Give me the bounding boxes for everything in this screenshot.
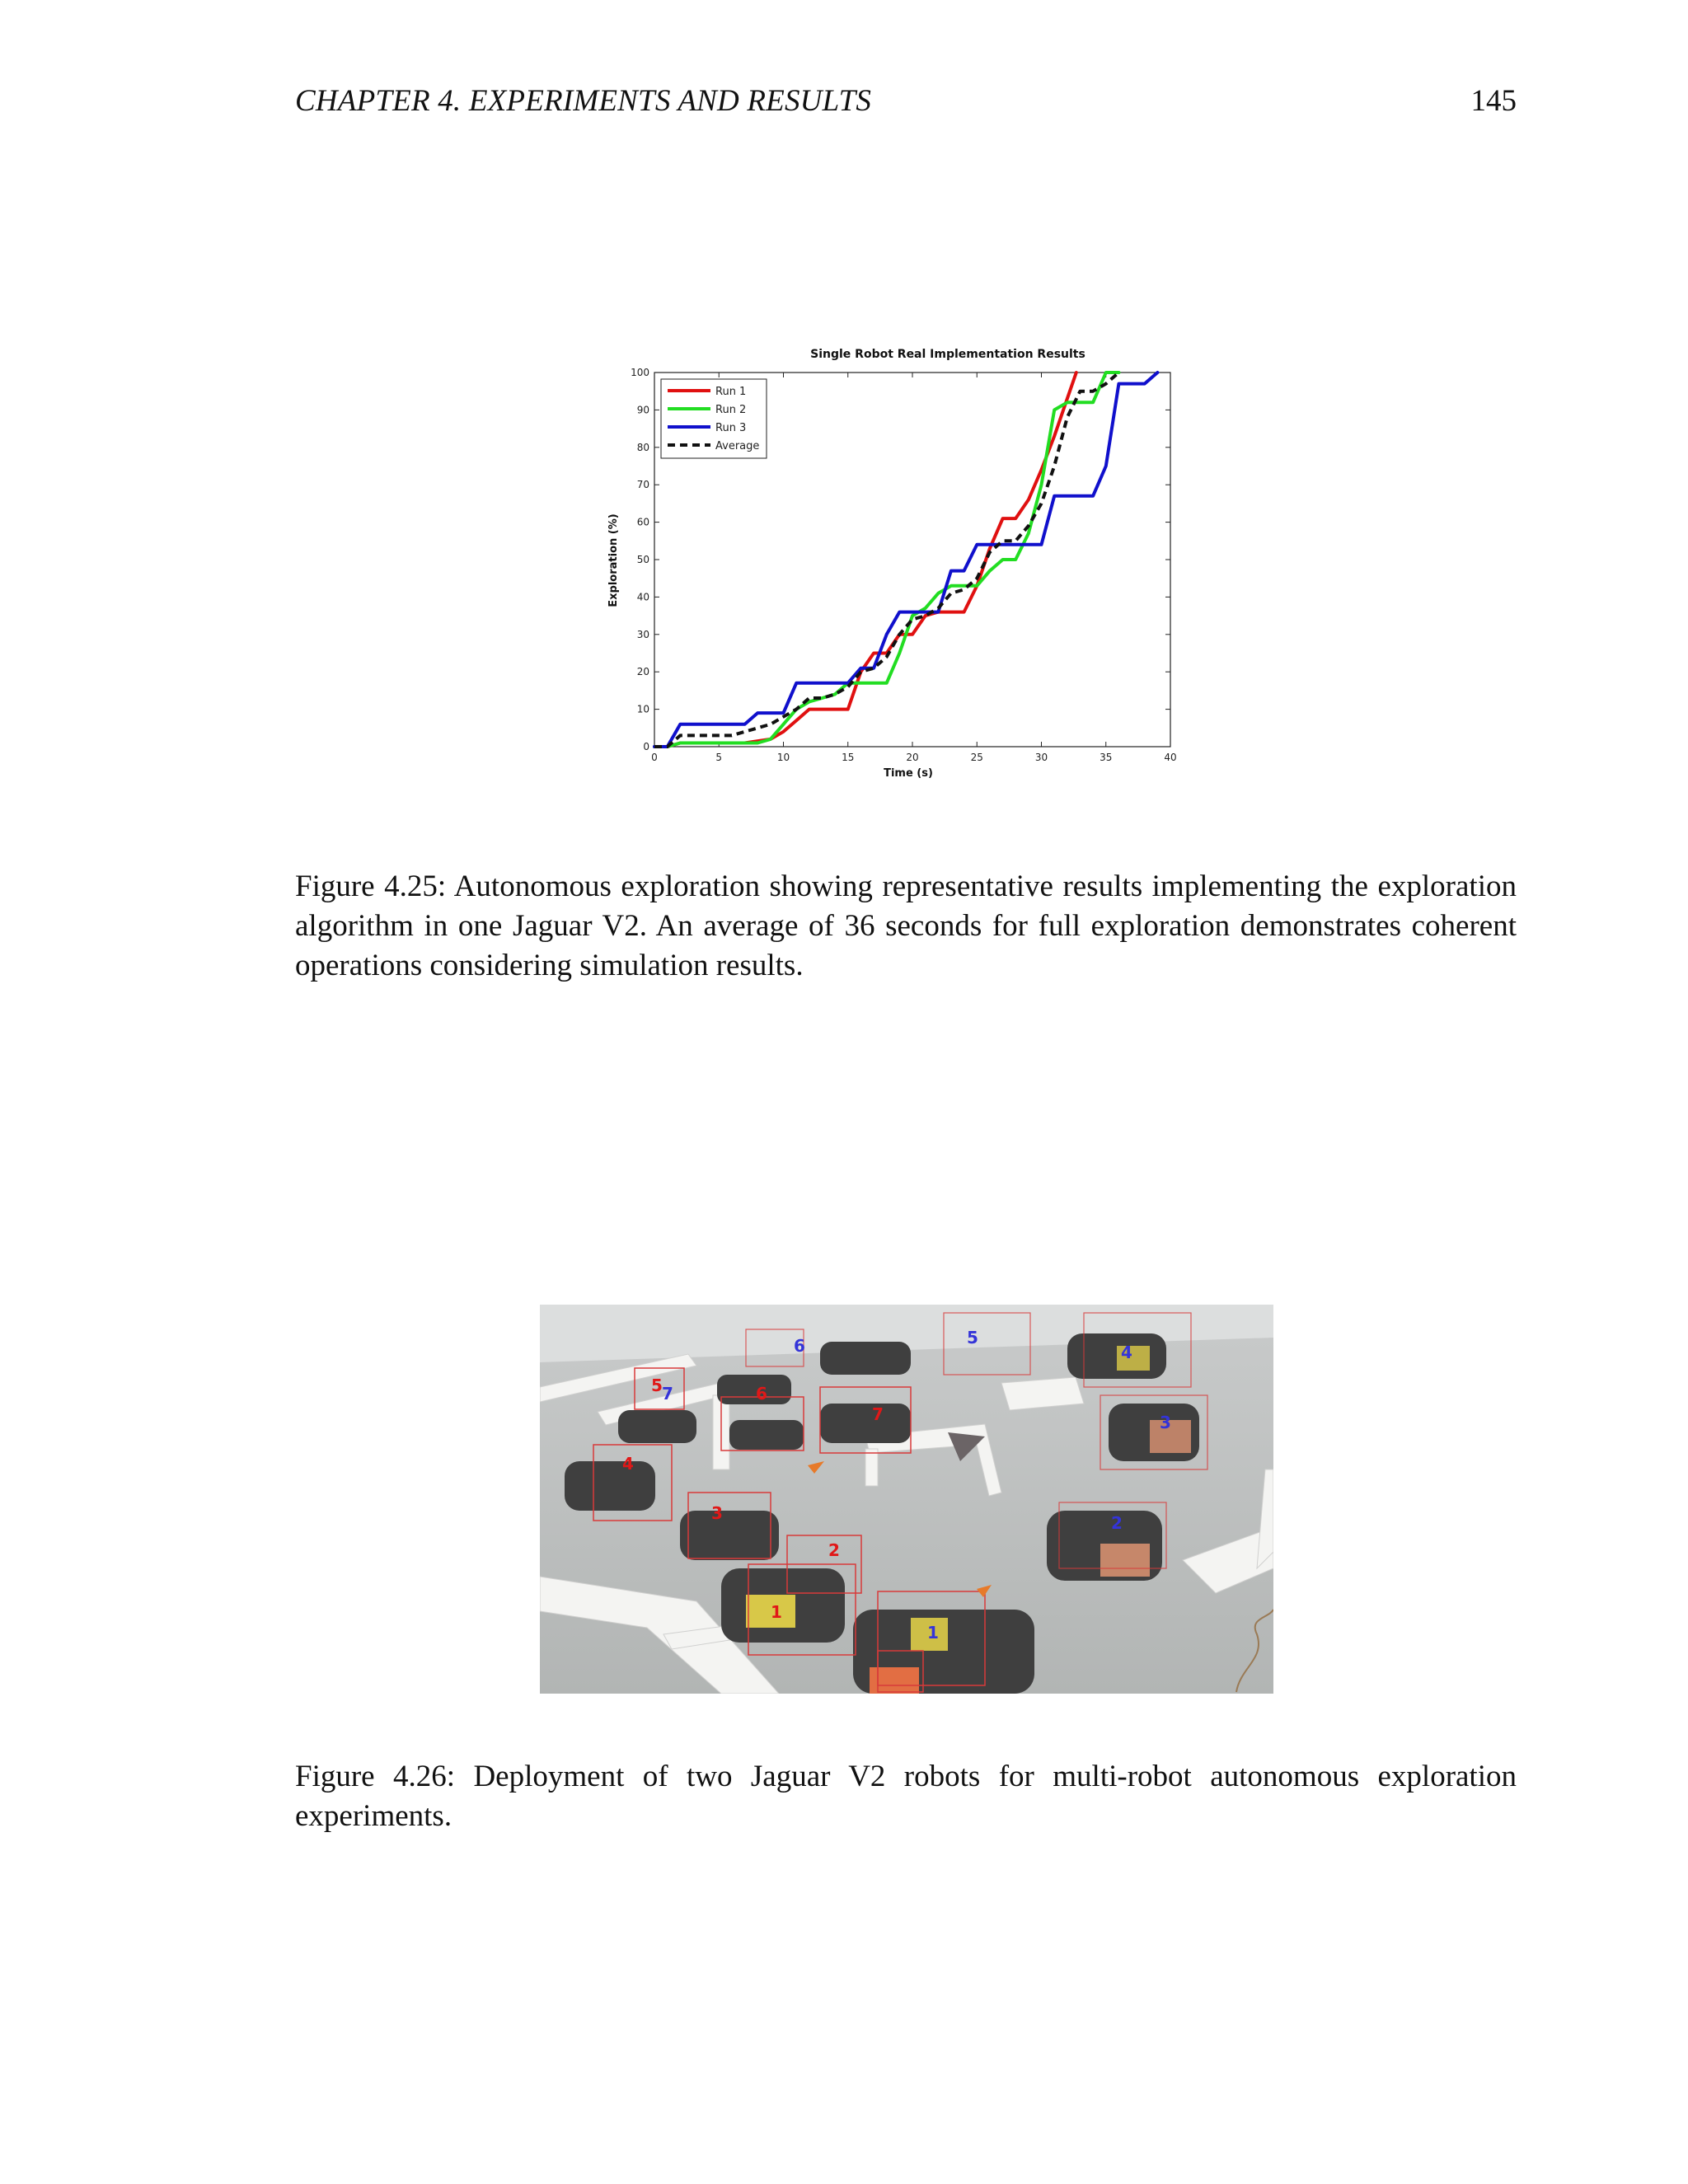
running-head [295, 81, 1517, 122]
y-tick-label: 30 [636, 628, 649, 640]
red-label-1: 1 [771, 1602, 782, 1622]
red-label-6: 6 [756, 1384, 767, 1404]
blue-label-2: 2 [1111, 1513, 1123, 1533]
figure-caption-2 [295, 1757, 1517, 1836]
red-label-5: 5 [651, 1376, 663, 1395]
chart-title: Single Robot Real Implementation Results [810, 348, 1085, 361]
figure-caption-text-1: Autonomous exploration showing representative results implementing the exploration algorithm in one Jaguar V2. An average of 36 seconds for full exploration demonstrates coherent operations considering simulation results. [295, 869, 1517, 982]
x-tick-label: 15 [842, 752, 855, 763]
y-tick-label: 10 [636, 703, 649, 715]
page-number: 145 [1470, 84, 1517, 118]
red-label-4: 4 [622, 1454, 634, 1474]
exploration-line-chart [603, 346, 1197, 795]
y-tick-label: 100 [631, 367, 649, 378]
y-tick-label: 20 [636, 666, 649, 678]
x-tick-label: 30 [1034, 752, 1048, 763]
figure-caption-1 [295, 867, 1517, 986]
blue-label-4: 4 [1121, 1343, 1132, 1362]
x-tick-label: 5 [715, 752, 723, 763]
y-axis-label: Exploration (%) [607, 513, 620, 607]
y-tick-label: 60 [636, 516, 649, 528]
x-tick-label: 0 [651, 752, 658, 763]
blue-label-3: 3 [1160, 1413, 1171, 1432]
y-tick-label: 0 [643, 741, 649, 752]
y-tick-label: 80 [636, 441, 649, 453]
legend-label: Average [715, 440, 760, 452]
robot-deployment-photo [540, 1305, 1273, 1694]
red-label-7: 7 [872, 1404, 884, 1424]
x-axis-label: Time (s) [884, 767, 933, 780]
blue-label-6: 6 [794, 1336, 805, 1356]
legend-label: Run 2 [715, 404, 747, 416]
blue-label-7: 7 [662, 1384, 673, 1404]
figure-label-2: Figure 4.26: [295, 1760, 456, 1793]
red-label-3: 3 [711, 1503, 723, 1523]
photo-illustration [540, 1305, 1273, 1694]
blue-label-1: 1 [927, 1623, 939, 1643]
y-tick-label: 90 [636, 404, 649, 416]
x-tick-label: 35 [1100, 752, 1113, 763]
figure-label-1: Figure 4.25: [295, 869, 447, 903]
y-tick-label: 50 [636, 554, 649, 565]
legend-label: Run 1 [715, 386, 747, 398]
x-tick-label: 40 [1164, 752, 1177, 763]
x-tick-label: 20 [906, 752, 919, 763]
x-tick-label: 25 [970, 752, 983, 763]
chapter-title: CHAPTER 4. EXPERIMENTS AND RESULTS [295, 84, 872, 118]
figure-caption-text-2: Deployment of two Jaguar V2 robots for multi-robot autonomous exploration experiments. [295, 1760, 1517, 1833]
chart-legend [661, 379, 767, 458]
legend-label: Run 3 [715, 422, 747, 434]
y-tick-label: 70 [636, 479, 649, 491]
red-label-2: 2 [828, 1540, 840, 1560]
x-tick-label: 10 [776, 752, 790, 763]
y-tick-label: 40 [636, 591, 649, 603]
blue-label-5: 5 [967, 1328, 978, 1347]
chart-svg [603, 346, 1197, 795]
